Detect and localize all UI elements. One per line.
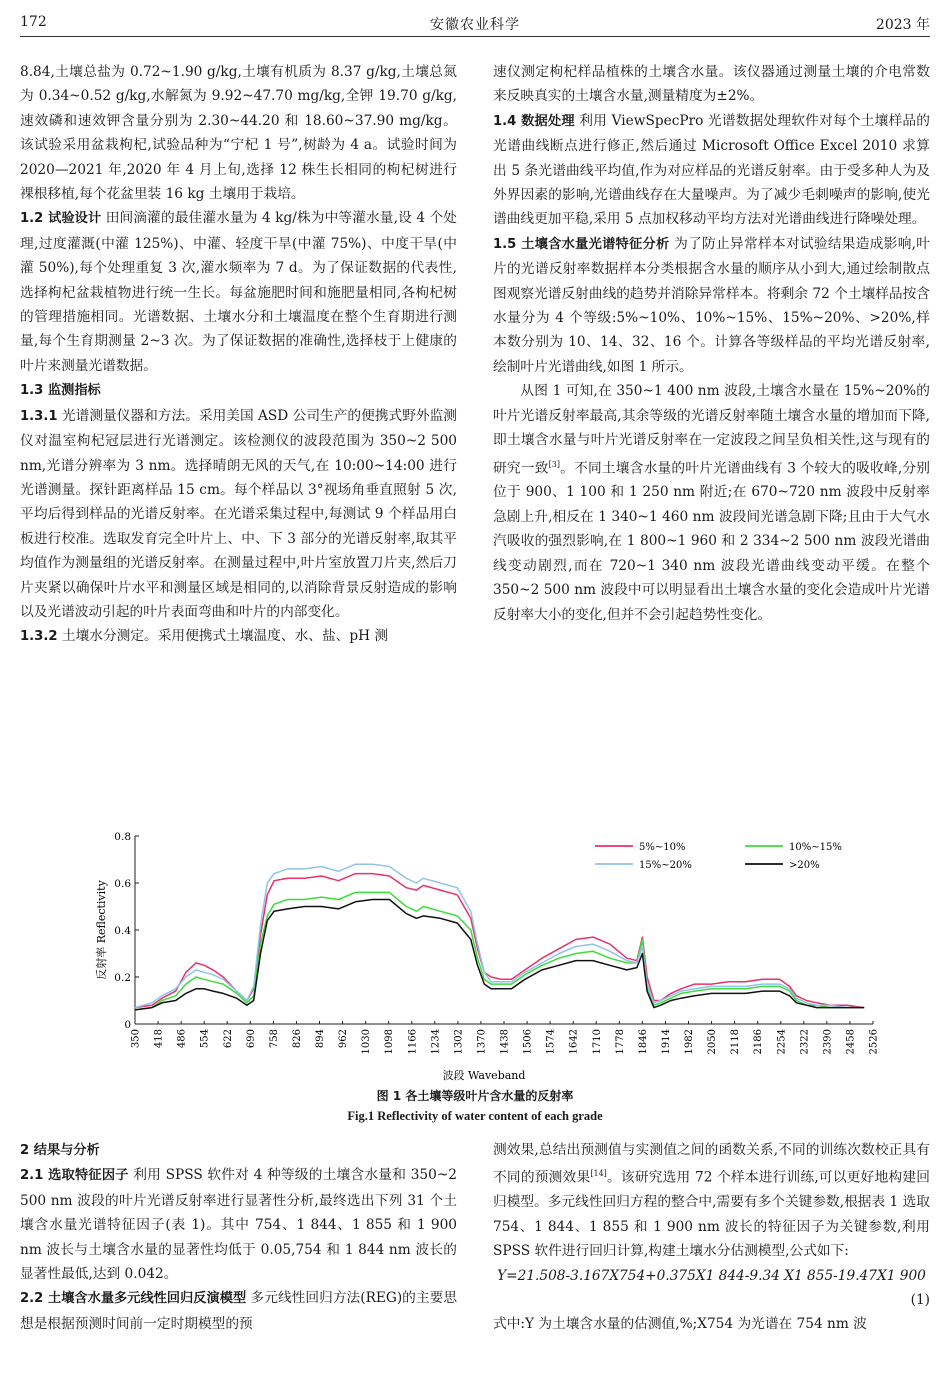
- x-tick-label: 2458: [845, 1029, 857, 1055]
- y-tick-label: 0: [124, 1019, 131, 1031]
- left-column-top: [20, 60, 457, 650]
- paragraph: 利用 ViewSpecPro 光谱数据处理软件对每个土壤样品的光谱曲线断点进行修正,然后通过 Microsoft Office Excel 2010 求算出 5 条光谱曲线平均值,作为对应样品的光谱反射率。由于受多种人为及外界因素的影响,光谱曲线存在大量噪声。为了减少毛刺噪声的影响,使光谱曲线更加平稳,采用 5 点加权移动平均方法对光谱曲线进行降噪处理。: [493, 112, 930, 228]
- x-tick-label: 1914: [660, 1029, 672, 1055]
- heading: 1.3.2: [20, 629, 58, 645]
- citation[interactable]: [3]: [548, 459, 560, 469]
- x-tick-label: 1234: [430, 1029, 442, 1055]
- text: 从图 1 可知,在 350~1 400 nm 波段,土壤含水量在 15%~20%的叶片光谱反射率最高,其余等级的光谱反射率随土壤含水量的增加而下降,即土壤含水量与叶片光谱反射率在一定波段之间呈负相关性,这与现有的研究一致: [493, 383, 930, 477]
- x-tick-label: 962: [338, 1029, 350, 1049]
- heading: 2 结果与分析: [20, 1143, 100, 1158]
- x-axis-label: 波段 Waveband: [442, 1069, 526, 1082]
- x-tick-label: 622: [222, 1029, 234, 1049]
- reflectance-chart: [95, 826, 895, 1086]
- heading: 1.2 试验设计: [20, 211, 102, 227]
- x-tick-label: 1574: [545, 1029, 557, 1055]
- paragraph: 光谱测量仪器和方法。采用美国 ASD 公司生产的便携式野外监测仪对温室枸杞冠层进行光谱测定。该检测仪的波段范围为 350~2 500 nm,光谱分辨率为 3 nm。选择晴朗无风的天气,在 10:00~14:00 进行光谱测量。探针距离样品 15 cm。每个样品以 3°视场角垂直照射 5 次,平均后得到样品的光谱反射率。在光谱采集过程中,每测试 9 个样品用白板进行校准。选取发育完全叶片上、中、下 3 部分的光谱反射率,取其平均值作为测量组的光谱反射率。在测量过程中,叶片室放置刀片夹,然后刀片夹紧以确保叶片水平和测量区域是相同的,以消除背景反射造成的影响以及光谱波动引起的叶片表面弯曲和叶片的内部变化。: [20, 407, 457, 620]
- section-1-3: [20, 378, 457, 403]
- x-tick-label: 2526: [868, 1029, 880, 1055]
- x-tick-label: 1846: [637, 1029, 649, 1055]
- x-tick-label: 1506: [522, 1029, 534, 1055]
- legend-label: 10%~15%: [789, 842, 842, 853]
- paragraph: 8.84,土壤总盐为 0.72~1.90 g/kg,土壤有机质为 8.37 g/kg,土壤总氮为 0.34~0.52 g/kg,水解氮为 9.92~47.70 mg/kg,全钾 19.70 g/kg,速效磷和速效钾含量分别为 2.30~44.20 和 18.60~37.90 mg/kg。该试验采用盆栽枸杞,试验品种为“宁杞 1 号”,树龄为 4 a。试验时间为 2020—2021 年,2020 年 4 月上旬,选择 12 株生长相同的枸杞树进行裸根移植,每个花盆里装 16 kg 土壤用于栽培。: [20, 64, 457, 203]
- x-tick-label: 2118: [730, 1029, 742, 1055]
- x-tick-label: 2050: [707, 1029, 719, 1055]
- section-2: [20, 1138, 457, 1163]
- x-tick-label: 1030: [361, 1029, 373, 1055]
- journal-year: 2023 年: [875, 17, 930, 33]
- legend-label: >20%: [789, 860, 820, 871]
- heading: 1.3.1: [20, 408, 58, 424]
- x-tick-label: 1098: [384, 1029, 396, 1055]
- x-tick-label: 418: [153, 1029, 165, 1049]
- x-tick-label: 554: [199, 1029, 211, 1049]
- paragraph: [493, 1138, 930, 1264]
- running-header: [20, 14, 930, 37]
- text: 测效果,总结出预测值与实测值之间的函数关系,不同的训练次数校正具有不同的预测效果: [493, 1142, 930, 1186]
- x-tick-label: 1302: [453, 1029, 465, 1055]
- heading: 1.4 数据处理: [493, 113, 575, 129]
- heading: 2.2 土壤含水量多元线性回归反演模型: [20, 1291, 247, 1307]
- x-tick-label: 1710: [591, 1029, 603, 1055]
- series-line: [135, 900, 864, 1010]
- section-2-2: [20, 1286, 457, 1336]
- x-tick-label: 486: [176, 1029, 188, 1049]
- section-1-3-2: [20, 624, 457, 649]
- y-axis-label: 反射率 Reflectivity: [95, 880, 108, 980]
- y-tick-label: 0.4: [114, 925, 131, 937]
- left-column-bottom: [20, 1138, 457, 1336]
- x-tick-label: 894: [315, 1029, 326, 1049]
- heading: 2.1 选取特征因子: [20, 1168, 129, 1184]
- figure-caption-cn: 图 1 各土壤等级叶片含水量的反射率: [376, 1089, 574, 1103]
- right-column-top: [493, 60, 930, 627]
- paragraph: [493, 379, 930, 627]
- series-line: [135, 864, 864, 1007]
- x-tick-label: 1778: [614, 1029, 626, 1055]
- heading: 1.3 监测指标: [20, 383, 101, 399]
- citation[interactable]: [14]: [590, 1169, 607, 1179]
- section-1-4: [493, 109, 930, 232]
- paragraph: 速仪测定枸杞样品植株的土壤含水量。该仪器通过测量土壤的介电常数来反映真实的土壤含水量,测量精度为±2%。: [493, 64, 930, 105]
- y-tick-label: 0.2: [114, 972, 131, 984]
- x-tick-label: 826: [291, 1029, 303, 1049]
- section-1-5: [493, 232, 930, 379]
- heading: 1.5 土壤含水量光谱特征分析: [493, 236, 670, 252]
- legend-label: 15%~20%: [639, 860, 692, 871]
- x-tick-label: 2390: [822, 1029, 834, 1055]
- right-column-bottom: [493, 1138, 930, 1337]
- x-tick-label: 1642: [568, 1029, 580, 1055]
- paragraph: 多元线性回归方法(REG)的主要思想是根据预测时间前一定时期模型的预: [20, 1290, 458, 1332]
- x-tick-label: 2254: [776, 1029, 788, 1055]
- equation-number: (1): [910, 1292, 930, 1308]
- x-tick-label: 1982: [684, 1029, 695, 1055]
- text: 。不同土壤含水量的叶片光谱曲线有 3 个较大的吸收峰,分别位于 900、1 100 和 1 250 nm 附近;在 670~720 nm 波段中反射率急剧上升,相反在 1 340~1 460 nm 波段间光谱急剧下降;且由于大气水汽吸收的强烈影响,在 1 800~1 960 和 2 334~2 500 nm 波段光谱曲线变动剧烈,而在 720~1 340 nm 波段光谱曲线变动平缓。在整个 350~2 500 nm 波段中可以明显看出土壤含水量的变化会造成叶片光谱反射率大小的变化,但并不会引起趋势性变化。: [493, 460, 930, 623]
- paragraph: 为了防止异常样本对试验结果造成影响,叶片的光谱反射率数据样本分类根据含水量的顺序从小到大,通过绘制散点图观察光谱反射曲线的趋势并消除异常样本。将剩余 72 个土壤样品按含水量分为 4 个等级:5%~10%、10%~15%、15%~20%、>20%,样本数分别为 10、14、32、16 个。计算各等级样品的平均光谱反射率,绘制叶片光谱曲线,如图 1 所示。: [493, 235, 930, 375]
- x-tick-label: 1370: [476, 1029, 488, 1055]
- paragraph: 式中:Y 为土壤含水量的估测值,%;X754 为光谱在 754 nm 波: [493, 1316, 867, 1333]
- y-tick-label: 0.8: [114, 831, 131, 843]
- x-tick-label: 350: [130, 1029, 142, 1049]
- section-1-3-1: [20, 404, 457, 625]
- x-tick-label: 2186: [753, 1029, 765, 1055]
- paragraph: 土壤水分测定。采用便携式土壤温度、水、盐、pH 测: [57, 628, 389, 645]
- paragraph: 利用 SPSS 软件对 4 种等级的土壤含水量和 350~2 500 nm 波段的叶片光谱反射率进行显著性分析,最终选出下列 31 个土壤含水量光谱特征因子(表 1)。其中 754、1 844、1 855 和 1 900 nm 波长与土壤含水量的显著性均低于 0.05,754 和 1 844 nm 波长的显著性最低,达到 0.042。: [20, 1167, 458, 1283]
- x-tick-label: 2322: [799, 1029, 811, 1055]
- x-tick-label: 1166: [407, 1029, 419, 1055]
- x-tick-label: 758: [268, 1029, 280, 1049]
- x-tick-label: 1438: [499, 1029, 511, 1055]
- journal-name: 安徽农业科学: [430, 17, 520, 33]
- text: 。该研究选用 72 个样本进行训练,可以更好地构建回归模型。多元线性回归方程的整合中,需要有多个关键参数,根据表 1 选取 754、1 844、1 855 和 1 900 nm 波长的特征因子为关键参数,利用 SPSS 软件进行回归计算,构建土壤水分估测模型,公式如下:: [493, 1169, 930, 1260]
- section-1-2: [20, 206, 457, 378]
- paragraph: 田间滴灌的最佳灌水量为 4 kg/株为中等灌水量,设 4 个处理,过度灌溉(中灌 125%)、中灌、轻度干旱(中灌 75%)、中度干旱(中灌 50%),每个处理重复 3 次,灌水频率为 7 d。为了保证数据的代表性,选择枸杞盆栽植物进行统一生长。每盆施肥时间和施肥量相同,各枸杞树的管理措施相同。光谱数据、土壤水分和土壤温度在整个生育期进行测量,每个生育期测量 2~3 次。为了保证数据的准确性,选择枝于上健康的叶片来测量光谱数据。: [20, 210, 457, 374]
- figure-caption-en: Fig.1 Reflectivity of water content of each grade: [347, 1109, 603, 1123]
- regression-formula: Y=21.508-3.167X754+0.375X1 844-9.34 X1 855-19.47X1 900: [497, 1267, 926, 1284]
- section-2-1: [20, 1163, 457, 1286]
- x-tick-label: 690: [245, 1029, 257, 1049]
- legend-label: 5%~10%: [639, 842, 686, 853]
- y-tick-label: 0.6: [114, 878, 131, 890]
- page-number: 172: [20, 14, 47, 30]
